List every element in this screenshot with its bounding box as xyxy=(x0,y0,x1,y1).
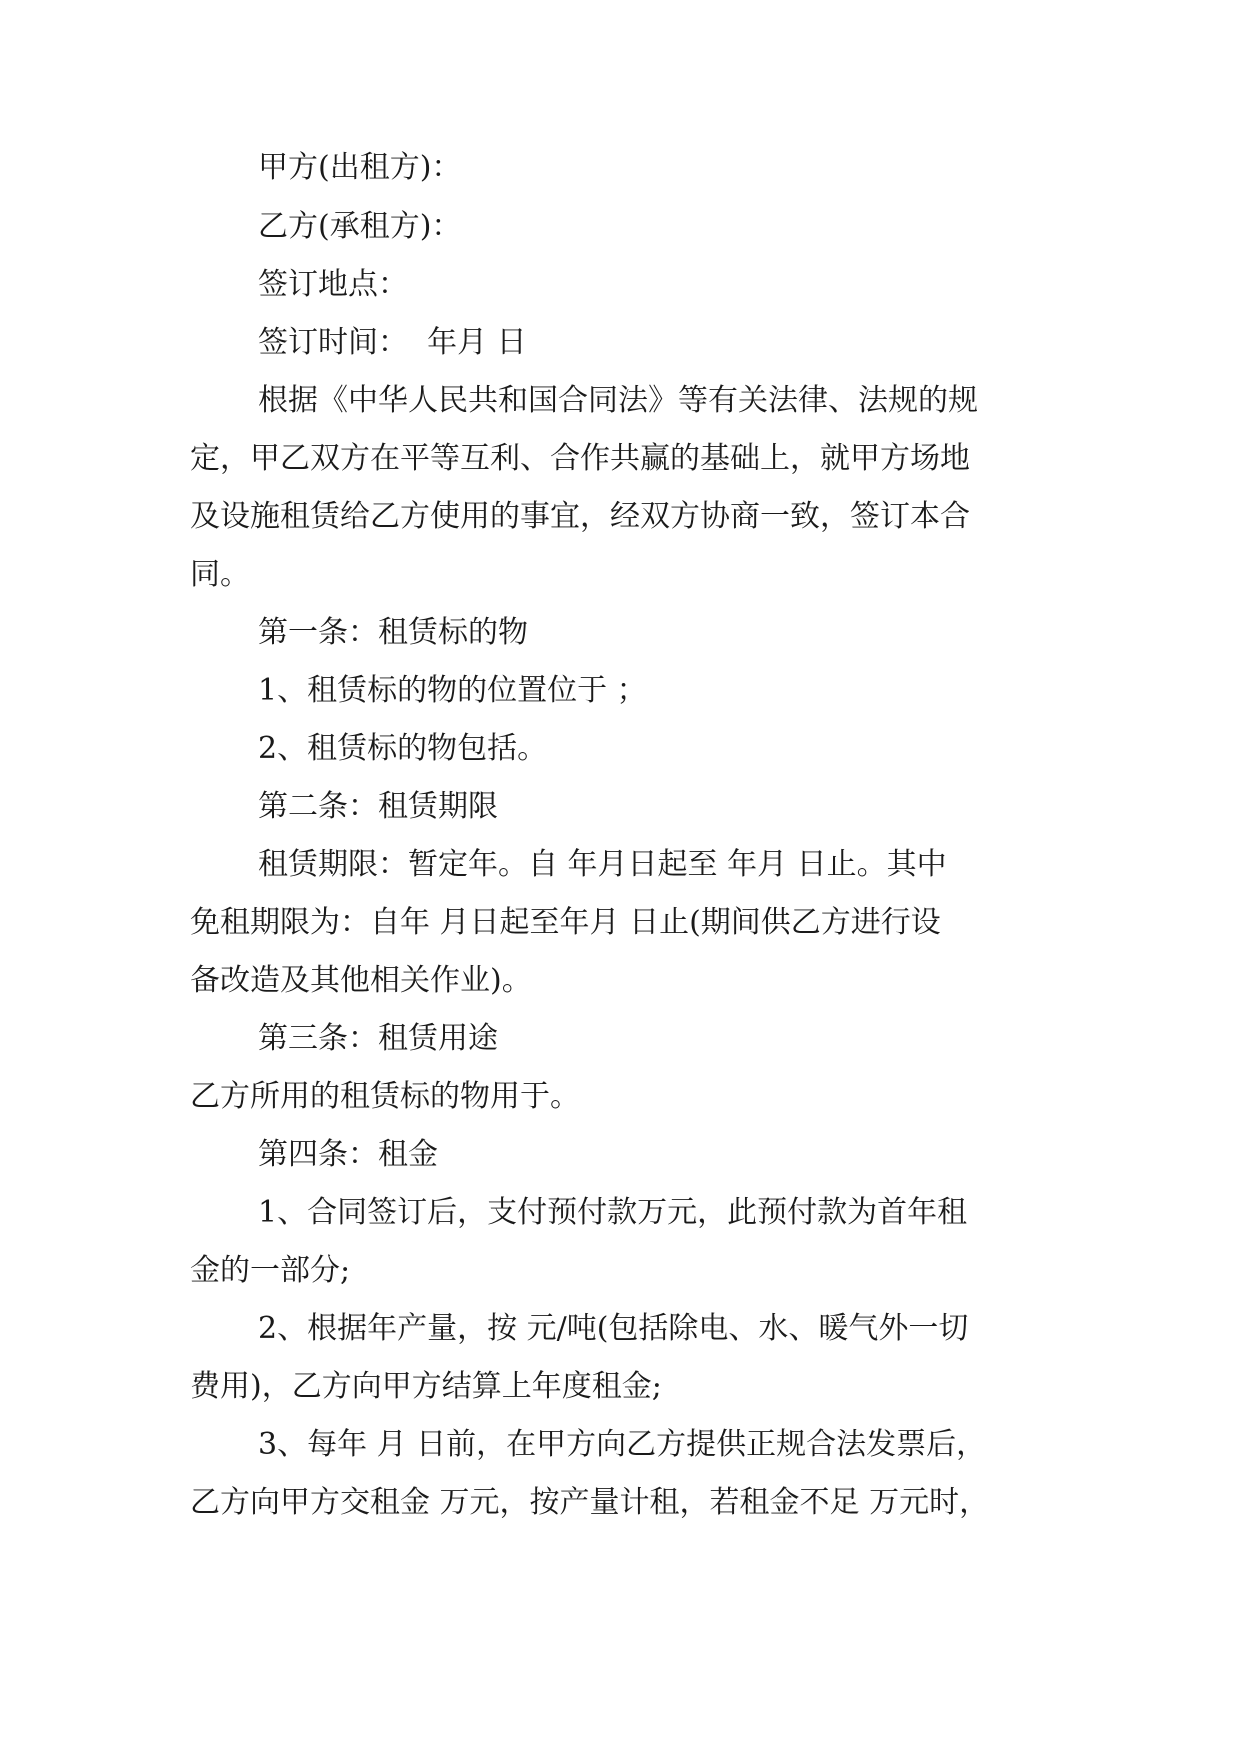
clause-line: 费用)，乙方向甲方结算上年度租金; xyxy=(190,1369,662,1404)
article-heading: 第二条：租赁期限 xyxy=(258,789,498,824)
article-heading: 第四条：租金 xyxy=(258,1137,438,1172)
party-b-line: 乙方(承租方)： xyxy=(258,209,462,244)
preamble-line: 根据《中华人民共和国合同法》等有关法律、法规的规 xyxy=(258,383,978,418)
preamble-line: 定，甲乙双方在平等互利、合作共赢的基础上，就甲方场地 xyxy=(190,441,970,476)
article-heading: 第一条：租赁标的物 xyxy=(258,615,528,650)
signing-place-line: 签订地点： xyxy=(258,267,408,302)
clause-line: 2、租赁标的物包括。 xyxy=(258,731,548,766)
party-a-line: 甲方(出租方)： xyxy=(258,150,462,185)
clause-line: 乙方向甲方交租金 万元，按产量计租，若租金不足 万元时， xyxy=(190,1485,990,1520)
clause-line: 2、根据年产量，按 元/吨(包括除电、水、暖气外一切 xyxy=(258,1311,969,1346)
clause-line: 3、每年 月 日前，在甲方向乙方提供正规合法发票后， xyxy=(258,1427,987,1462)
preamble-line: 同。 xyxy=(190,557,250,592)
clause-line: 1、租赁标的物的位置位于 ； xyxy=(258,673,647,708)
signing-time-line: 签订时间： 年月 日 xyxy=(258,325,527,360)
clause-line: 1、合同签订后，支付预付款万元，此预付款为首年租 xyxy=(258,1195,968,1230)
clause-line: 金的一部分; xyxy=(190,1253,351,1288)
clause-line: 租赁期限：暂定年。自 年月日起至 年月 日止。其中 xyxy=(258,847,947,882)
clause-line: 乙方所用的租赁标的物用于。 xyxy=(190,1079,580,1114)
preamble-line: 及设施租赁给乙方使用的事宜，经双方协商一致，签订本合 xyxy=(190,499,970,534)
clause-line: 备改造及其他相关作业)。 xyxy=(190,963,532,998)
article-heading: 第三条：租赁用途 xyxy=(258,1021,498,1056)
clause-line: 免租期限为：自年 月日起至年月 日止(期间供乙方进行设 xyxy=(190,905,941,940)
